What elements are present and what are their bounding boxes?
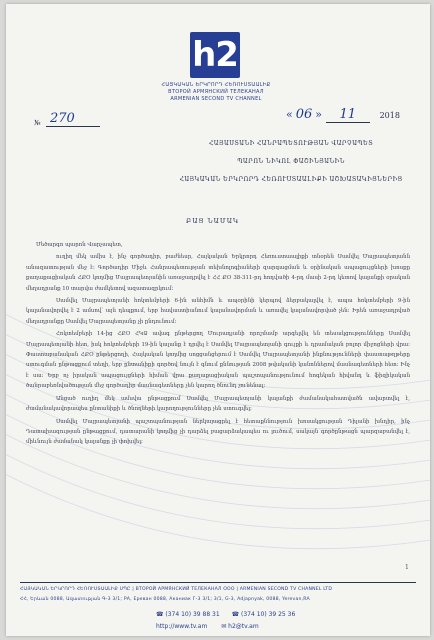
org-name-russian: ВТОРОЙ АРМЯНСКИЙ ТЕЛЕКАНАЛ xyxy=(168,89,264,95)
letter-page xyxy=(6,4,430,636)
recipient-name: ՊԱՐՈՆ ՆԻԿՈԼ ՓԱՇԻՆՅԱՆԻՆ xyxy=(237,158,345,165)
body-paragraph: Սամվել Մայրապետյանի պաշտպանության ներկայացրել է հետաքննություն խոսակցության Դիլանի խնդիր, ինչ Դատախազության ընթացքում, դատարանի կողմից չի դարձել բացարձակապես ու լուծում, սակայն գործընթացն պարզաբանվել է, միևնույն ժամանակ կալանքը չի փոխվել։ xyxy=(26,418,410,446)
body-paragraph: ուղիղ մեկ ամիս է, ինչ գործադիր, բաժնեսր, Հայկական Երկրորդ Հեռուստաալիքի տնօրեն Սամվել Մայրապետյանն անազատության մեջ է։ Գործադիր Միջև Հանրապետության տեխնոլոգիաների զարգացման և օրինական ապացույցների խոսքը քաղաքացիական ՀՔՕ կողմից Մայրապետյանին առաջադրվել է ՀՀ ՔՕ 38-311-րդ հոդվածի 4-րդ մասի 2-րդ կետով կալանքի օրական մեղադրանք 10 տարվա ժամկետով ազատազրկում։ xyxy=(26,254,410,292)
date-day: 06 xyxy=(295,107,313,122)
letter-date: « 06 » 11 2018 xyxy=(286,107,400,122)
body-paragraph: Հոկտեմբերի 14-ից ՀՔՕ ՀԿՁ ավագ ընթերցող Մուրադյանի որոշմամբ արգելվել են տեսակցությունները Սամվել Մայրապետյանի հետ, իսկ հոկտեմբերի 19-ին կալանք է դրվել է Սամվել Մայրապետյանի գույքի և դրամական բոլոր միջոցների վրա։ Փաստաբանական ՀՔՕ ընթերցողի, Հայկական կողմից սոցցանցերում է Սամվել Մայրապետյանի ինքնությունների փաստաթղթերը ստուգման ընթացքում տեղի, երբ ընտանիքի գործով նույն է գնում քննության 2008 թվականի կանոններով մասնագետների հետ։ Ինչ է սա։ Երբ ոչ իրական ապացույցների հիման վրա քաղաքացիական պաշտպանությունում հոգեկան հիվանդ և ֆիզիկական ծանրաբեռնվածության մեջ գործադիր մասնագետները չեն կարող ծնունդ չունենալ։ xyxy=(26,331,410,390)
org-name-armenian: ՀԱՅԿԱԿԱՆ ԵՐԿՐՈՐԴ ՀԵՌՈՒՍՏԱԱԼԻՔ xyxy=(161,82,271,88)
phone-1: ☎ (374 10) 39 88 31 xyxy=(156,611,220,618)
email-link[interactable]: ✉ h2@tv.am xyxy=(221,623,259,630)
letter-subject: ԲԱՑ ՆԱՄԱԿ xyxy=(186,217,240,225)
letter-number-label: № xyxy=(34,119,41,127)
body-paragraph: Սամվել Մայրապետյանի հոկտեմբերի 6-ին անհիմն և ապօրինի կերպով ձերբակալվել է, ապա հոկտեմբերի 9-ին կալանավորվել է 2 ամսով՝ այն դեպքում, երբ հավաստիանում կալանավորման և առավել կալանավորված չեն։ Իրեն առաջադրված մեղադրանքը Սամվել Մայրապետյանը չի ընդունում։ xyxy=(26,298,410,325)
website-link[interactable]: http://www.tv.am xyxy=(156,623,208,630)
page-number: 1 xyxy=(405,564,409,571)
footer-contacts xyxy=(156,623,271,630)
letter-number-value: 270 xyxy=(46,111,100,127)
date-month: 11 xyxy=(326,107,371,123)
phone-2: ☎ (374 10) 39 25 36 xyxy=(231,611,296,618)
salutation: Մեծարգո պարոն Վարչապետ, xyxy=(36,242,123,248)
footer-divider xyxy=(20,582,416,583)
footer-company-names: ՀԱՅԿԱԿԱՆ ԵՐԿՐՈՐԴ ՀԵՌՈՒՍՏԱԱԼԻՔ ՍՊԸ | ВТОРОЙ АРМЯНСКИЙ ТЕЛЕКАНАЛ ООО | ARMENIAN SECOND TV CHANNEL LTD xyxy=(20,587,333,592)
date-year: 2018 xyxy=(379,111,400,120)
body-paragraph: Անցած ուղիղ մեկ ամսվա ընթացքում Սամվել Մայրապետյանի կալանքի ժամանակահատվածն ավարտվել է, ժամանակավորապես ընտանիքի և ծնողների կարողությունները չեն ստուգվել։ xyxy=(26,395,410,413)
recipient-title: ՀԱՅԱՍՏԱՆԻ ՀԱՆՐԱՊԵՏՈՒԹՅԱՆ ՎԱՐՉԱՊԵՏ xyxy=(208,140,374,147)
footer-phones xyxy=(156,611,305,618)
sender-line: ՀԱՅԿԱԿԱՆ ԵՐԿՐՈՐԴ ՀԵՌՈՒՍՏԱԱԼԻՔԻ ԱՇԽԱՏԱԿԻՑՆԵՐԻՑ xyxy=(179,176,403,183)
org-name-english: ARMENIAN SECOND TV CHANNEL xyxy=(170,96,262,102)
footer-address: ՀՀ, Երևան 0088, Ազատության Գ-3 3/1; РА, Ереван 0088, Аканиак Г-3 3/1; 3/1, G-3, Adjapnyak, 0088, Yerevan,RA xyxy=(20,597,310,602)
h2-logo: h2 xyxy=(190,32,240,78)
letter-body xyxy=(26,240,410,448)
